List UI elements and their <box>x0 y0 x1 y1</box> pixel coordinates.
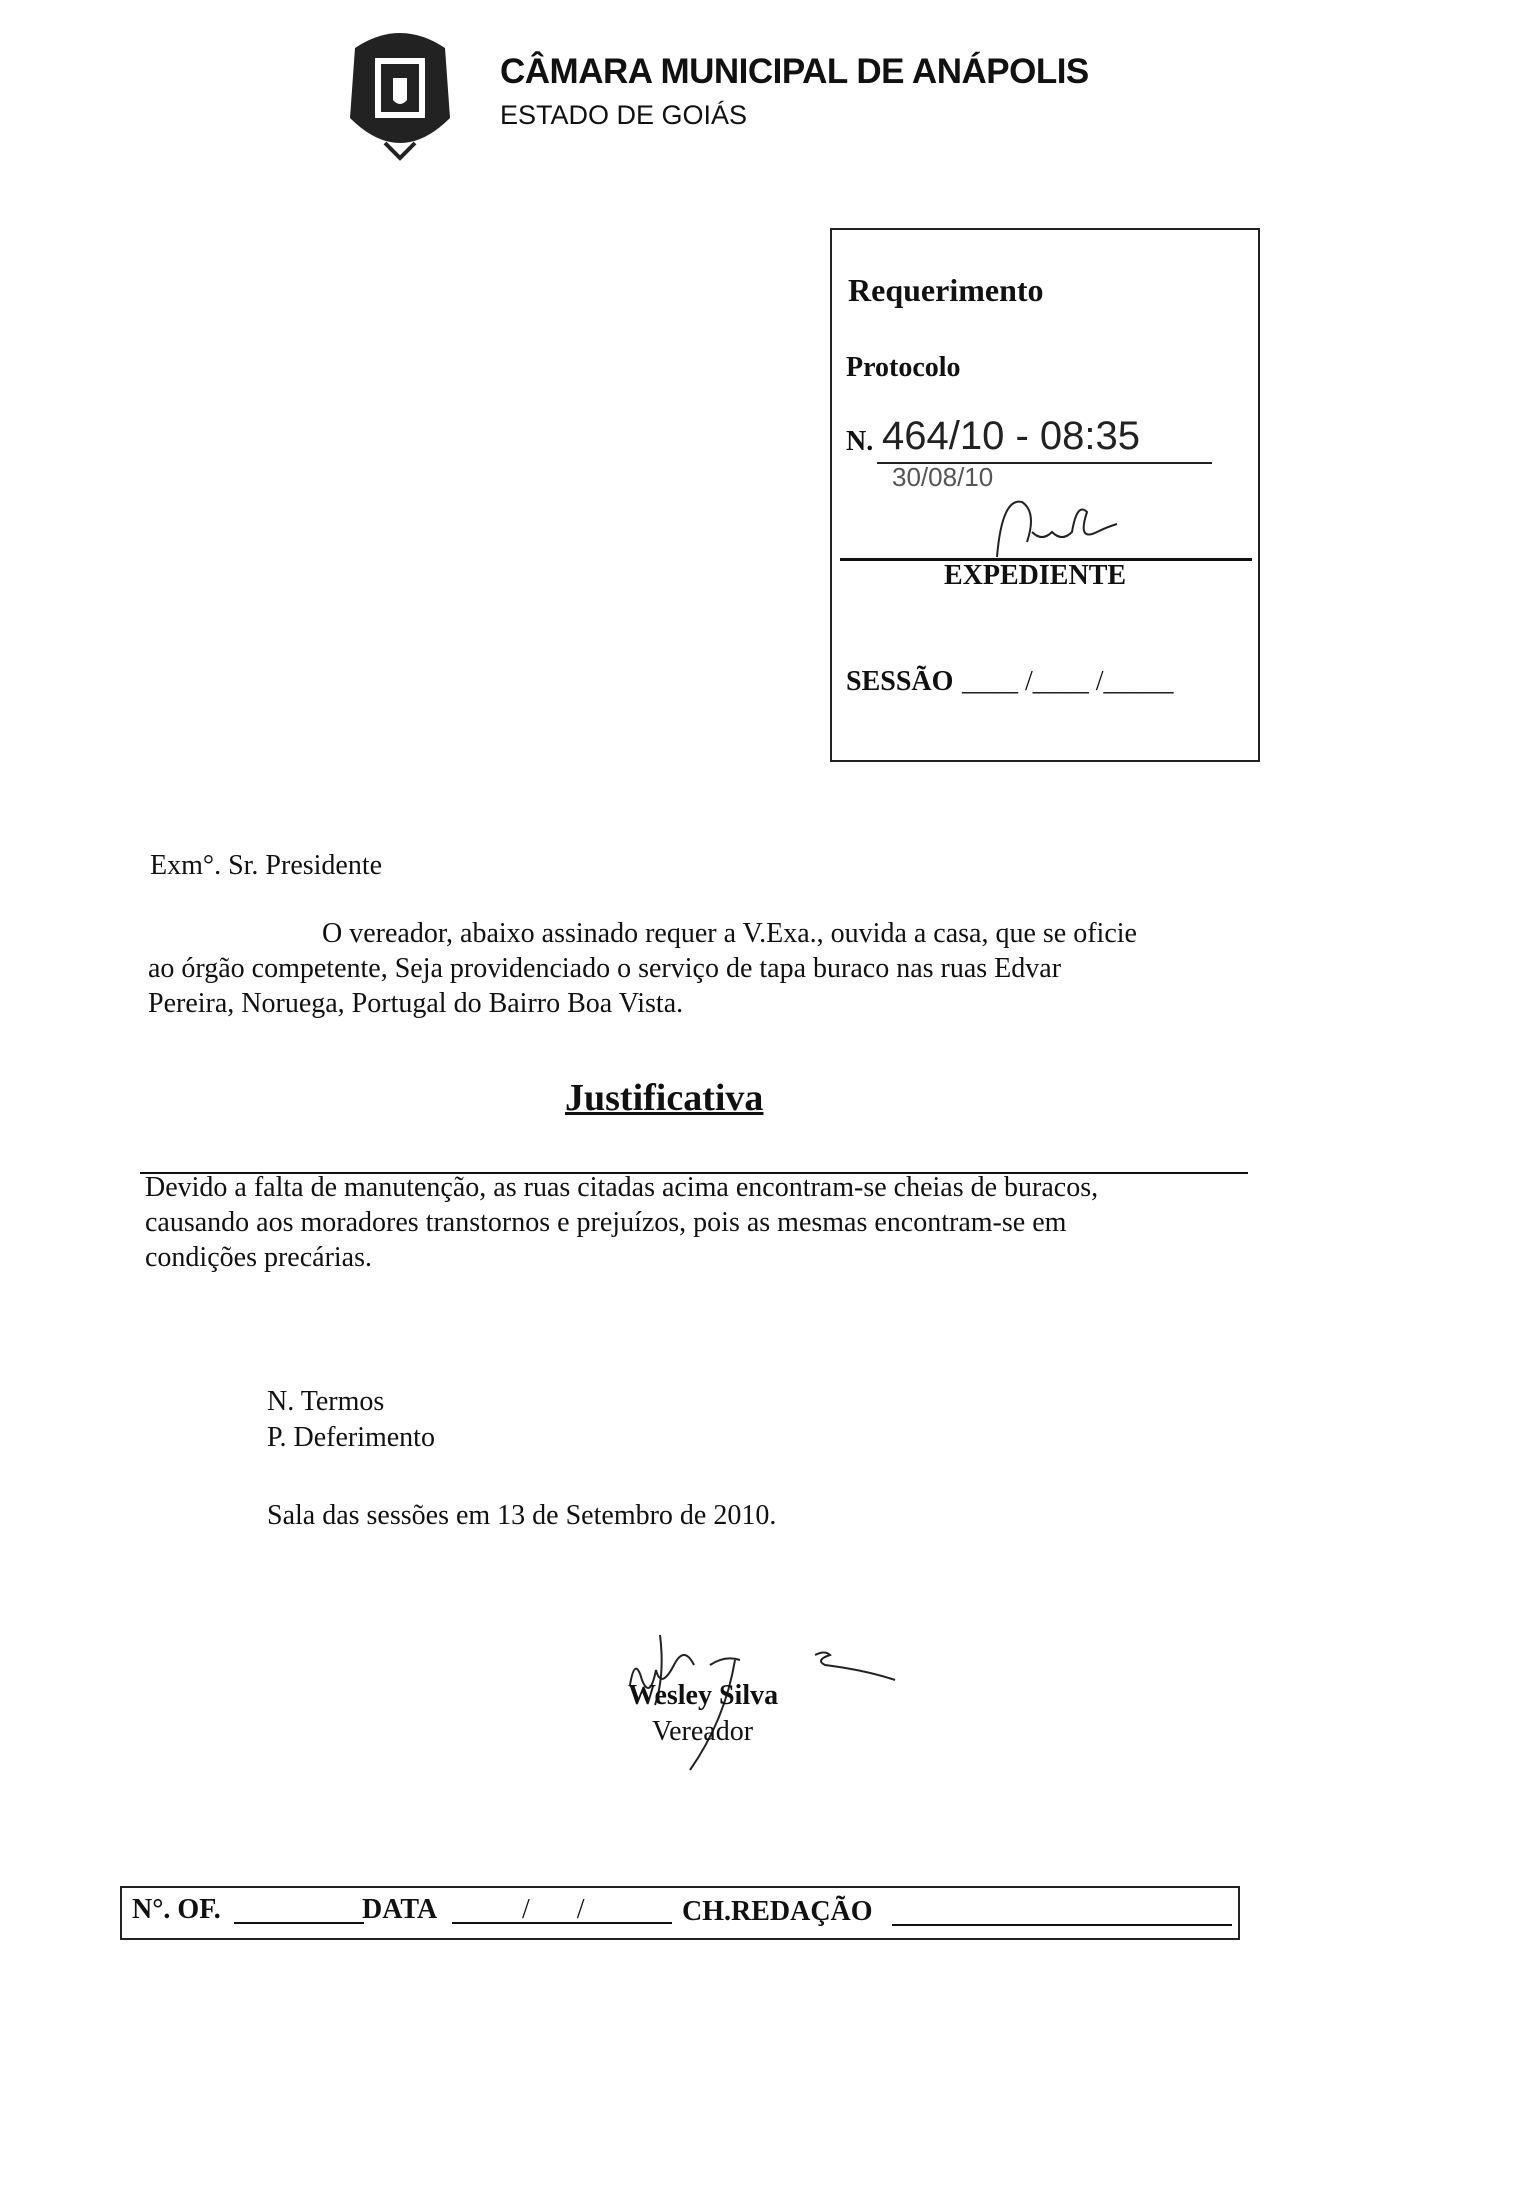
number-prefix: N. <box>846 426 874 457</box>
coat-of-arms-icon <box>335 18 465 163</box>
of-label: N°. OF. <box>132 1894 221 1925</box>
ch-redacao-label: CH.REDAÇÃO <box>682 1896 873 1927</box>
clerk-signature <box>982 492 1162 562</box>
justification-line-3: condições precárias. <box>145 1242 372 1273</box>
request-line-3: Pereira, Noruega, Portugal do Bairro Boa Vista. <box>148 988 684 1019</box>
expediente-label: EXPEDIENTE <box>944 560 1127 591</box>
signatory-name: Wesley Silva <box>628 1680 779 1711</box>
footer-form-box <box>120 1886 1240 1940</box>
institution-subtitle: ESTADO DE GOIÁS <box>500 100 748 130</box>
data-blank: / / <box>522 1894 585 1925</box>
justification-title: Justificativa <box>565 1077 764 1119</box>
closing-termos: N. Termos <box>267 1386 385 1417</box>
justification-line-1: Devido a falta de manutenção, as ruas citadas acima encontram-se cheias de buracos, <box>145 1172 1099 1203</box>
protocol-number: 464/10 - 08:35 <box>882 414 1140 458</box>
sessao-label: SESSÃO <box>846 666 954 697</box>
protocolo-label: Protocolo <box>846 352 961 383</box>
session-date: Sala das sessões em 13 de Setembro de 2010. <box>267 1500 777 1531</box>
institution-title: CÂMARA MUNICIPAL DE ANÁPOLIS <box>500 52 1089 91</box>
requerimento-title: Requerimento <box>848 272 1044 308</box>
closing-deferimento: P. Deferimento <box>267 1422 435 1453</box>
salutation: Exm°. Sr. Presidente <box>150 850 383 881</box>
request-line-2: ao órgão competente, Seja providenciado o serviço de tapa buraco nas ruas Edvar <box>148 953 1062 984</box>
justification-line-2: causando aos moradores transtornos e prejuízos, pois as mesmas encontram-se em <box>145 1207 1067 1238</box>
sessao-date-blank: ____ /____ /_____ <box>962 666 1174 697</box>
data-label: DATA <box>362 1894 438 1925</box>
protocol-date: 30/08/10 <box>892 462 994 492</box>
protocol-box <box>830 228 1260 762</box>
request-line-1: O vereador, abaixo assinado requer a V.Exa., ouvida a casa, que se oficie <box>322 918 1137 949</box>
signatory-role: Vereador <box>652 1716 754 1747</box>
